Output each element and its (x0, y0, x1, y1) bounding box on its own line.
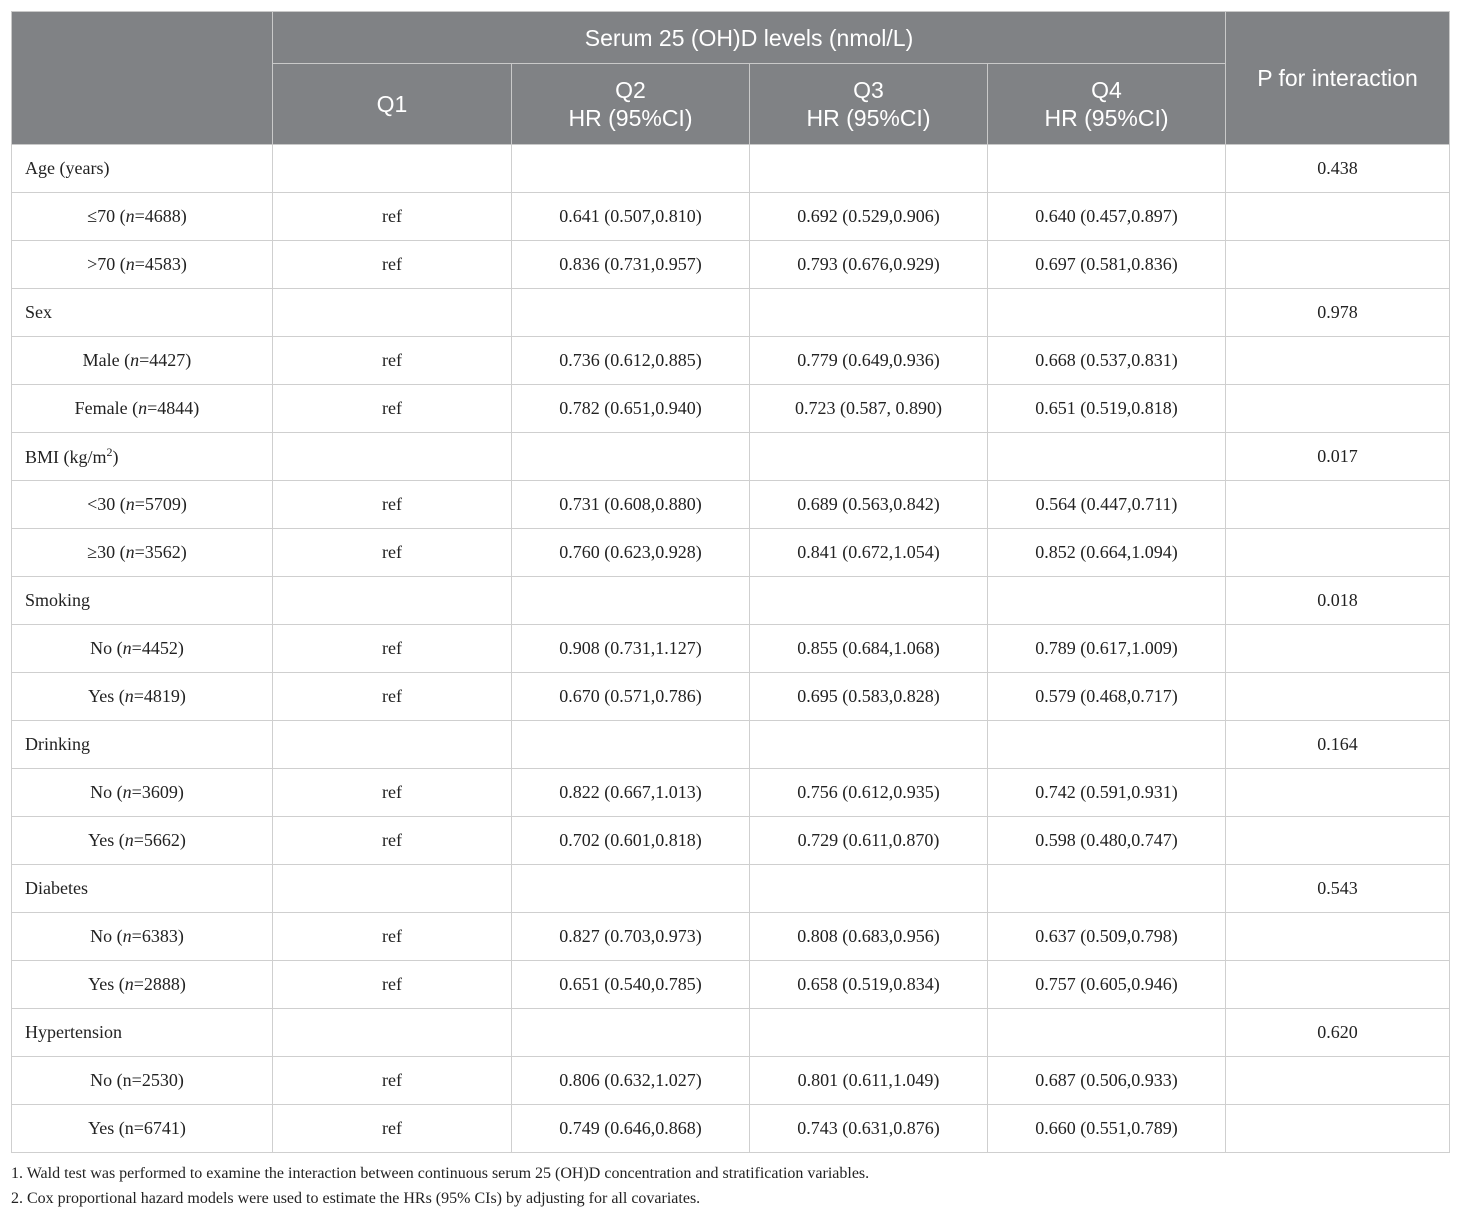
q1-value: ref (273, 817, 512, 865)
group-label (12, 289, 273, 337)
footnotes (11, 1161, 869, 1211)
subgroup-pre: ≥30 ( (87, 542, 126, 562)
q4-value: 0.637 (0.509,0.798) (988, 913, 1226, 961)
empty-cell (512, 721, 750, 769)
q2-value: 0.782 (0.651,0.940) (512, 385, 750, 433)
p-interaction-empty (1226, 1105, 1450, 1153)
q1-value: ref (273, 913, 512, 961)
subgroup-post: =6383) (131, 926, 184, 946)
subgroup-pre: <30 ( (87, 494, 126, 514)
empty-cell (750, 145, 988, 193)
table-row (12, 913, 1450, 961)
subgroup-n: n (124, 974, 134, 994)
subgroup-pre: No ( (90, 926, 123, 946)
group-label (12, 577, 273, 625)
empty-cell (988, 289, 1226, 337)
subgroup-label (12, 337, 273, 385)
empty-cell (750, 577, 988, 625)
table-row (12, 769, 1450, 817)
subgroup-n: n (122, 638, 132, 658)
q4-value: 0.742 (0.591,0.931) (988, 769, 1226, 817)
group-label-text: Age (years) (25, 158, 110, 178)
empty-cell (273, 1009, 512, 1057)
empty-cell (512, 433, 750, 481)
p-interaction-empty (1226, 769, 1450, 817)
subgroup-pre: ≤70 ( (87, 206, 126, 226)
empty-cell (512, 145, 750, 193)
q2-value: 0.908 (0.731,1.127) (512, 625, 750, 673)
q2-value: 0.760 (0.623,0.928) (512, 529, 750, 577)
group-label (12, 721, 273, 769)
group-row (12, 145, 1450, 193)
q1-value: ref (273, 529, 512, 577)
subgroup-pre: Yes ( (88, 830, 125, 850)
q4-value: 0.564 (0.447,0.711) (988, 481, 1226, 529)
q1-value: ref (273, 481, 512, 529)
table-row (12, 961, 1450, 1009)
subgroup-label (12, 817, 273, 865)
group-label-text: BMI (kg/m (25, 447, 107, 467)
empty-cell (988, 433, 1226, 481)
subgroup-post: =5662) (133, 830, 186, 850)
subgroup-n: n (130, 350, 140, 370)
header-q4-hr: HR (95%CI) (1044, 105, 1169, 131)
q1-value: ref (273, 193, 512, 241)
p-interaction-value: 0.620 (1226, 1009, 1450, 1057)
results-table-container (11, 11, 1449, 1153)
footnote-2: 2. Cox proportional hazard models were used to estimate the HRs (95% CIs) by adjusting for all covariates. (11, 1190, 701, 1207)
subgroup-post: =4583) (134, 254, 187, 274)
subgroup-post: =4427) (139, 350, 192, 370)
table-row (12, 673, 1450, 721)
subgroup-pre: Female ( (74, 398, 139, 418)
empty-cell (988, 145, 1226, 193)
header-q2-label: Q2 (615, 77, 646, 103)
q4-value: 0.598 (0.480,0.747) (988, 817, 1226, 865)
table-row (12, 625, 1450, 673)
p-interaction-empty (1226, 673, 1450, 721)
q4-value: 0.660 (0.551,0.789) (988, 1105, 1226, 1153)
subgroup-label (12, 529, 273, 577)
group-label (12, 433, 273, 481)
header-q3 (750, 64, 988, 145)
subgroup-pre: No (n=2530) (90, 1070, 184, 1090)
header-q2-hr: HR (95%CI) (568, 105, 693, 131)
header-blank-cell (12, 12, 273, 145)
q1-value: ref (273, 961, 512, 1009)
q4-value: 0.757 (0.605,0.946) (988, 961, 1226, 1009)
empty-cell (273, 433, 512, 481)
header-q2 (512, 64, 750, 145)
q4-value: 0.789 (0.617,1.009) (988, 625, 1226, 673)
group-label-text: Smoking (25, 590, 91, 610)
subgroup-pre: Male ( (82, 350, 131, 370)
q1-value: ref (273, 1057, 512, 1105)
q3-value: 0.793 (0.676,0.929) (750, 241, 988, 289)
header-q4 (988, 64, 1226, 145)
subgroup-post: =4688) (134, 206, 187, 226)
table-row (12, 337, 1450, 385)
q2-value: 0.731 (0.608,0.880) (512, 481, 750, 529)
subgroup-n: n (122, 926, 132, 946)
subgroup-post: =4452) (131, 638, 184, 658)
group-row (12, 433, 1450, 481)
subgroup-post: =5709) (134, 494, 187, 514)
q2-value: 0.827 (0.703,0.973) (512, 913, 750, 961)
table-row (12, 385, 1450, 433)
subgroup-n: n (138, 398, 148, 418)
q4-value: 0.697 (0.581,0.836) (988, 241, 1226, 289)
header-q4-label: Q4 (1091, 77, 1122, 103)
group-label-sup: 2 (106, 445, 113, 459)
p-interaction-empty (1226, 625, 1450, 673)
q2-value: 0.736 (0.612,0.885) (512, 337, 750, 385)
table-header (12, 12, 1450, 145)
group-row (12, 721, 1450, 769)
empty-cell (273, 145, 512, 193)
table-row (12, 817, 1450, 865)
q1-value: ref (273, 625, 512, 673)
footnote-1: 1. Wald test was performed to examine the interaction between continuous serum 25 (OH)D concentration and stratification variables. (11, 1165, 870, 1182)
empty-cell (988, 1009, 1226, 1057)
empty-cell (988, 865, 1226, 913)
q3-value: 0.658 (0.519,0.834) (750, 961, 988, 1009)
q3-value: 0.695 (0.583,0.828) (750, 673, 988, 721)
table-row (12, 529, 1450, 577)
table-row (12, 193, 1450, 241)
empty-cell (750, 1009, 988, 1057)
empty-cell (273, 865, 512, 913)
table-row (12, 481, 1450, 529)
group-label (12, 865, 273, 913)
subgroup-pre: No ( (90, 638, 123, 658)
p-interaction-value: 0.978 (1226, 289, 1450, 337)
q2-value: 0.822 (0.667,1.013) (512, 769, 750, 817)
subgroup-label (12, 1057, 273, 1105)
p-interaction-value: 0.543 (1226, 865, 1450, 913)
group-label-end: ) (112, 447, 119, 467)
q2-value: 0.702 (0.601,0.818) (512, 817, 750, 865)
group-label-text: Diabetes (25, 878, 88, 898)
empty-cell (273, 289, 512, 337)
subgroup-post: =4819) (133, 686, 186, 706)
subgroup-post: =3609) (131, 782, 184, 802)
header-q1: Q1 (273, 64, 512, 145)
q1-value: ref (273, 385, 512, 433)
q1-value: ref (273, 1105, 512, 1153)
header-span-title: Serum 25 (OH)D levels (nmol/L) (273, 12, 1226, 64)
empty-cell (988, 577, 1226, 625)
q2-value: 0.749 (0.646,0.868) (512, 1105, 750, 1153)
q3-value: 0.808 (0.683,0.956) (750, 913, 988, 961)
empty-cell (750, 289, 988, 337)
p-interaction-empty (1226, 385, 1450, 433)
q2-value: 0.806 (0.632,1.027) (512, 1057, 750, 1105)
p-interaction-value: 0.018 (1226, 577, 1450, 625)
q3-value: 0.689 (0.563,0.842) (750, 481, 988, 529)
q3-value: 0.723 (0.587, 0.890) (750, 385, 988, 433)
subgroup-label (12, 241, 273, 289)
subgroup-label (12, 673, 273, 721)
q4-value: 0.668 (0.537,0.831) (988, 337, 1226, 385)
subgroup-label (12, 961, 273, 1009)
header-p-interaction: P for interaction (1226, 12, 1450, 145)
p-interaction-empty (1226, 961, 1450, 1009)
q3-value: 0.756 (0.612,0.935) (750, 769, 988, 817)
subgroup-label (12, 1105, 273, 1153)
q1-value: ref (273, 673, 512, 721)
q3-value: 0.692 (0.529,0.906) (750, 193, 988, 241)
q1-value: ref (273, 769, 512, 817)
empty-cell (512, 289, 750, 337)
q4-value: 0.640 (0.457,0.897) (988, 193, 1226, 241)
p-interaction-empty (1226, 1057, 1450, 1105)
empty-cell (512, 865, 750, 913)
subgroup-pre: >70 ( (87, 254, 126, 274)
p-interaction-empty (1226, 529, 1450, 577)
p-interaction-empty (1226, 337, 1450, 385)
p-interaction-empty (1226, 193, 1450, 241)
subgroup-n: n (122, 782, 132, 802)
q2-value: 0.670 (0.571,0.786) (512, 673, 750, 721)
subgroup-n: n (124, 830, 134, 850)
subgroup-n: n (125, 206, 135, 226)
group-label (12, 145, 273, 193)
empty-cell (273, 721, 512, 769)
group-label-text: Drinking (25, 734, 90, 754)
table-row (12, 241, 1450, 289)
group-row (12, 865, 1450, 913)
q4-value: 0.852 (0.664,1.094) (988, 529, 1226, 577)
group-label (12, 1009, 273, 1057)
subgroup-n: n (125, 494, 135, 514)
subgroup-n: n (124, 686, 134, 706)
subgroup-label (12, 913, 273, 961)
subgroup-label (12, 625, 273, 673)
empty-cell (750, 721, 988, 769)
q4-value: 0.579 (0.468,0.717) (988, 673, 1226, 721)
p-interaction-empty (1226, 913, 1450, 961)
header-q3-hr: HR (95%CI) (806, 105, 931, 131)
p-interaction-value: 0.164 (1226, 721, 1450, 769)
subgroup-pre: No ( (90, 782, 123, 802)
q3-value: 0.801 (0.611,1.049) (750, 1057, 988, 1105)
header-q3-label: Q3 (853, 77, 884, 103)
empty-cell (512, 577, 750, 625)
q1-value: ref (273, 241, 512, 289)
group-row (12, 289, 1450, 337)
q3-value: 0.841 (0.672,1.054) (750, 529, 988, 577)
subgroup-label (12, 481, 273, 529)
empty-cell (512, 1009, 750, 1057)
group-label-text: Hypertension (25, 1022, 122, 1042)
subgroup-post: =4844) (147, 398, 200, 418)
q1-value: ref (273, 337, 512, 385)
empty-cell (273, 577, 512, 625)
p-interaction-empty (1226, 241, 1450, 289)
p-interaction-empty (1226, 817, 1450, 865)
subgroup-pre: Yes ( (88, 686, 125, 706)
empty-cell (750, 433, 988, 481)
subgroup-post: =2888) (133, 974, 186, 994)
subgroup-n: n (125, 542, 135, 562)
empty-cell (988, 721, 1226, 769)
q3-value: 0.729 (0.611,0.870) (750, 817, 988, 865)
q2-value: 0.651 (0.540,0.785) (512, 961, 750, 1009)
group-row (12, 577, 1450, 625)
q3-value: 0.743 (0.631,0.876) (750, 1105, 988, 1153)
table-row (12, 1105, 1450, 1153)
empty-cell (750, 865, 988, 913)
subgroup-label (12, 193, 273, 241)
subgroup-n: n (125, 254, 135, 274)
subgroup-pre: Yes (n=6741) (88, 1118, 186, 1138)
results-table (11, 11, 1450, 1153)
subgroup-label (12, 385, 273, 433)
q2-value: 0.836 (0.731,0.957) (512, 241, 750, 289)
q4-value: 0.651 (0.519,0.818) (988, 385, 1226, 433)
q4-value: 0.687 (0.506,0.933) (988, 1057, 1226, 1105)
group-row (12, 1009, 1450, 1057)
subgroup-pre: Yes ( (88, 974, 125, 994)
q2-value: 0.641 (0.507,0.810) (512, 193, 750, 241)
q3-value: 0.779 (0.649,0.936) (750, 337, 988, 385)
p-interaction-value: 0.017 (1226, 433, 1450, 481)
group-label-text: Sex (25, 302, 52, 322)
table-row (12, 1057, 1450, 1105)
p-interaction-value: 0.438 (1226, 145, 1450, 193)
q3-value: 0.855 (0.684,1.068) (750, 625, 988, 673)
subgroup-label (12, 769, 273, 817)
subgroup-post: =3562) (134, 542, 187, 562)
p-interaction-empty (1226, 481, 1450, 529)
table-body (12, 145, 1450, 1153)
